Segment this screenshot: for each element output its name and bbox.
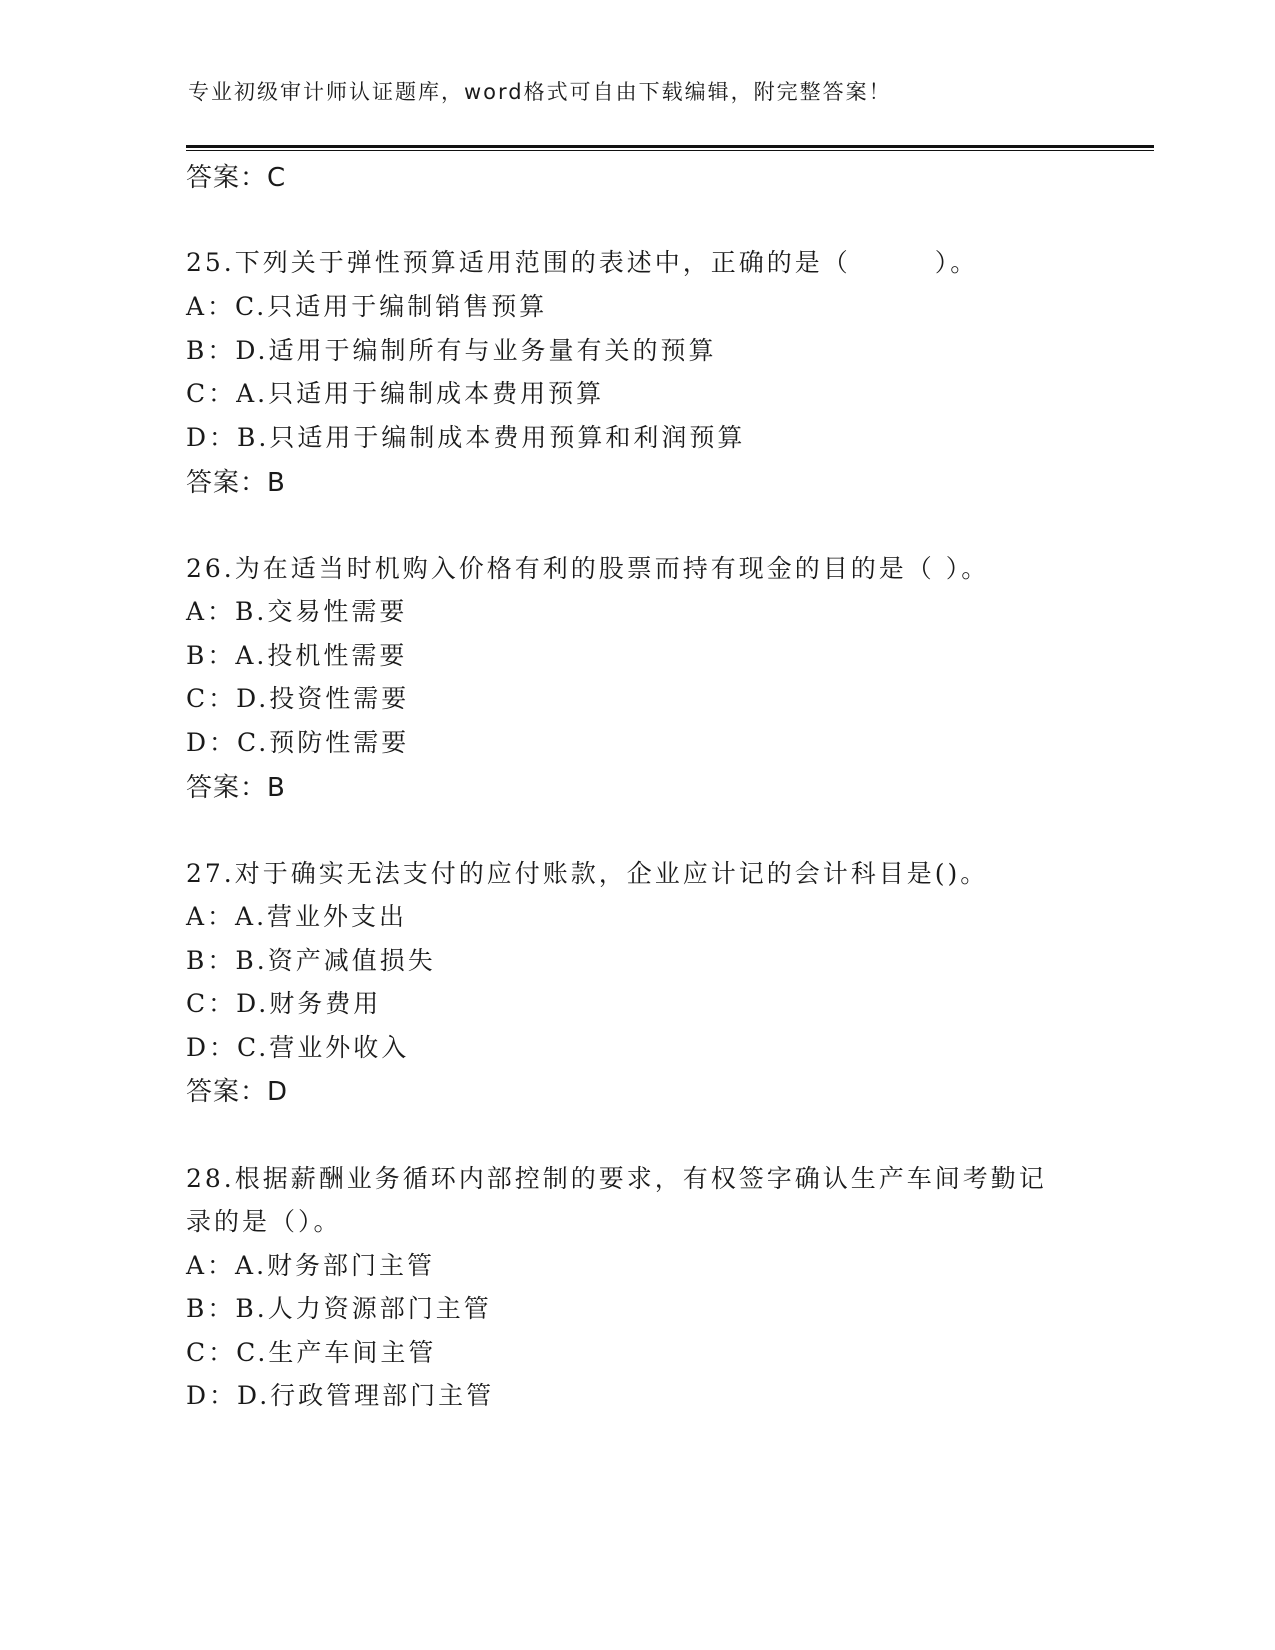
question-26-stem: 26.为在适当时机购入价格有利的股票而持有现金的目的是（ ）。 [186, 554, 990, 583]
question-25-option-a: A：C.只适用于编制销售预算 [186, 292, 548, 321]
question-28-stem-line1: 28.根据薪酬业务循环内部控制的要求，有权签字确认生产车间考勤记 [186, 1164, 1047, 1193]
question-27-option-a: A：A.营业外支出 [186, 902, 408, 931]
question-27-option-d: D：C.营业外收入 [186, 1033, 410, 1062]
question-26-option-b: B：A.投机性需要 [186, 641, 408, 670]
question-25-option-c: C：A.只适用于编制成本费用预算 [186, 379, 605, 408]
question-27-answer: 答案：D [186, 1077, 289, 1107]
question-27-option-b: B：B.资产减值损失 [186, 946, 436, 975]
question-28-option-b: B：B.人力资源部门主管 [186, 1294, 492, 1323]
page-header: 专业初级审计师认证题库，word格式可自由下载编辑，附完整答案！ [188, 80, 892, 104]
question-25-option-b: B：D.适用于编制所有与业务量有关的预算 [186, 336, 717, 365]
question-27-option-c: C：D.财务费用 [186, 989, 382, 1018]
question-28-option-d: D：D.行政管理部门主管 [186, 1381, 495, 1410]
question-25-stem: 25.下列关于弹性预算适用范围的表述中，正确的是（ ）。 [186, 248, 979, 277]
header-rule-thin [186, 150, 1154, 151]
answer-prev: 答案：C [186, 163, 287, 193]
question-28-stem-line2: 录的是（）。 [186, 1207, 342, 1236]
question-28-option-c: C：C.生产车间主管 [186, 1338, 437, 1367]
question-26-answer: 答案：B [186, 773, 286, 803]
question-25-answer: 答案：B [186, 468, 286, 498]
question-26-option-a: A：B.交易性需要 [186, 597, 408, 626]
question-27-stem: 27.对于确实无法支付的应付账款，企业应计记的会计科目是()。 [186, 859, 989, 888]
question-25-option-d: D：B.只适用于编制成本费用预算和利润预算 [186, 423, 746, 452]
question-26-option-d: D：C.预防性需要 [186, 728, 410, 757]
header-rule-thick [186, 145, 1154, 148]
question-26-option-c: C：D.投资性需要 [186, 684, 410, 713]
question-28-option-a: A：A.财务部门主管 [186, 1251, 436, 1280]
